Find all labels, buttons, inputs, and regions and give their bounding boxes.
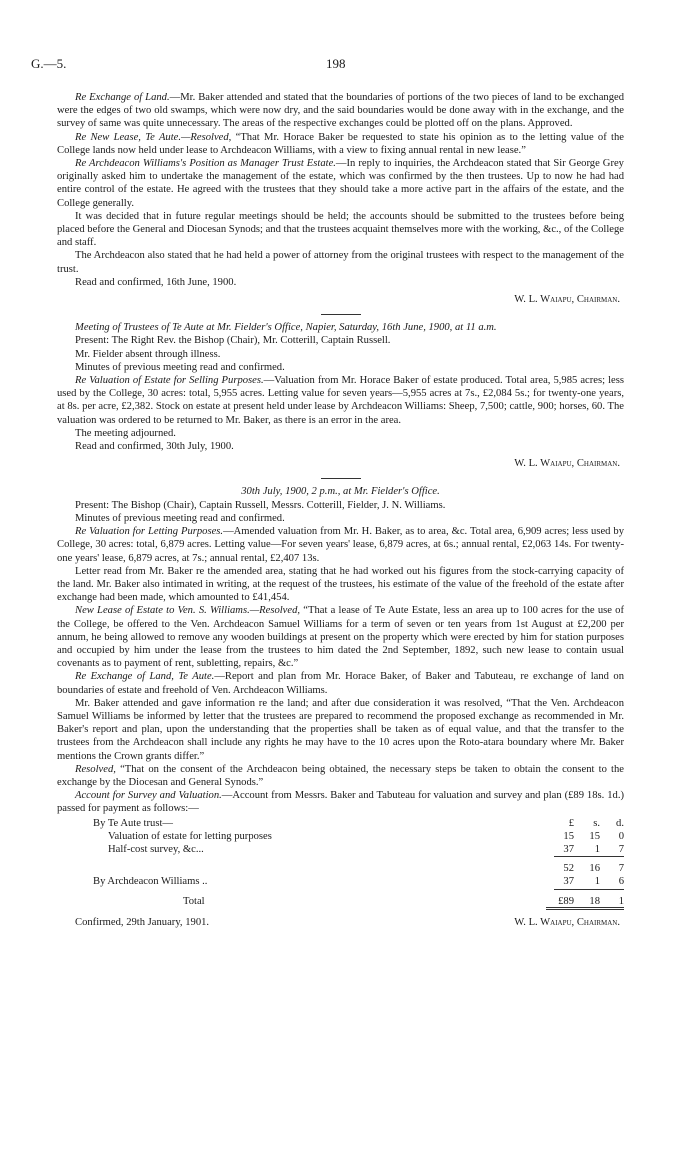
row-label-text: By Archdeacon Williams ..: [93, 876, 208, 888]
paragraph-valuation-selling: [57, 374, 624, 427]
paragraph-resolved-consent: [57, 763, 624, 789]
row-amount: [546, 830, 624, 843]
column-pence: d.: [616, 817, 624, 829]
meeting-heading: Meeting of Trustees of Te Aute at Mr. Fielder's Office, Napier, Saturday, 16th June, 1900, at 11 a.m.: [75, 322, 497, 334]
footer-row: [57, 916, 624, 929]
paragraph-text: —Mr. Baker attended and stated that the boundaries of portions of the two pieces of land to be exchanged were the edges of two old swamps, which were now dry, and the said boundaries would be done away with in the exchange, and the survey of same was quite unnecessary. The areas of the respective exchanges could be plotted off on the plans. Approved.: [57, 92, 625, 130]
final-confirmation: Confirmed, 29th January, 1901.: [75, 916, 210, 928]
amount-pounds: 37: [563, 843, 574, 855]
paragraph-account-survey: [57, 789, 624, 815]
section-divider: [321, 314, 361, 315]
row-label-text: Valuation of estate for letting purposes: [108, 830, 272, 842]
amount-pence: 0: [618, 830, 624, 842]
read-and-confirmed: Read and confirmed, 16th June, 1900.: [75, 276, 237, 288]
total-label: [57, 895, 546, 908]
meeting-heading: 30th July, 1900, 2 p.m., at Mr. Fielder's Office.: [241, 486, 440, 498]
amount-shillings: 16: [589, 863, 600, 875]
chairman-signature: [57, 457, 620, 470]
column-pounds: £: [568, 817, 574, 829]
account-row-label: [57, 843, 546, 856]
amount-shillings: 1: [594, 876, 600, 888]
row-amount: [546, 843, 624, 856]
paragraph-text: —In reply to inquiries, the Archdeacon stated that Sir George Grey originally asked him to undertake the management of the estate, which was confirmed by the then trustees. Up to now he had had entire control of the estate. He agreed with the trustees that they should take a more active part in the affairs of the estate, and the College generally.: [57, 158, 624, 209]
amount-shillings: 15: [589, 830, 600, 842]
paragraph-letter-baker: Letter read from Mr. Baker re the amended area, stating that he had worked out his figures from the stock-carrying capacity of the land. Mr. Baker also intimated in writing, at the request of the trustees, his estimate of the value of the freehold of the estate after exchange had been made, which amounted to £41,454.: [57, 565, 624, 604]
total-label-text: Total: [183, 895, 205, 907]
amount-pence: 1: [618, 895, 624, 907]
amount-pence: 7: [618, 863, 624, 875]
paragraph-regular-meetings: It was decided that in future regular meetings should be held; the accounts should be submitted to the trustees before being placed before the General and Diocesan Synods; and that the trustees acquaint themselves more with the working, &c., of the College and staff.: [57, 210, 624, 249]
account-table: [57, 817, 624, 908]
account-row: [57, 830, 624, 843]
report-code: G.—5.: [31, 56, 67, 71]
account-header-row: [57, 817, 624, 830]
column-shillings: s.: [593, 817, 600, 829]
chairman-signature: W. L. Waiapu, Chairman.: [514, 916, 620, 928]
paragraph-text: “That a lease of Te Aute Estate, less an area up to 100 acres for the use of the College, be offered to the Ven. Archdeacon Samuel Williams for a term of seven or ten years from 1st August at £2,200 per annum, he being allowed to remove any wooden buildings at present on the property which were erected by him for station purposes and occupied by him under the lease from the trustees to him dated the 2nd September, 1892, such new lease to contain usual covenants as to payment of rent, subletting, repairs, &c.”: [57, 605, 625, 670]
paragraph-text: —Report and plan from Mr. Horace Baker, of Baker and Tabuteau, re exchange of land on boundaries of estate and freehold of Ven. Archdeacon Williams.: [57, 671, 625, 696]
amount-pence: 6: [618, 876, 624, 888]
amount-pounds: 37: [563, 876, 574, 888]
amount-pounds: 15: [563, 830, 574, 842]
page-number: 198: [326, 56, 346, 71]
minutes-note: Minutes of previous meeting read and confirmed.: [75, 361, 285, 373]
paragraph-exchange-te-aute: [57, 670, 624, 696]
paragraph-lead: Re New Lease, Te Aute.—Resolved,: [75, 131, 232, 143]
subtotal-amount: [546, 862, 624, 875]
account-group-label: By Te Aute trust—: [93, 817, 173, 829]
paragraph-lead: Re Exchange of Land.: [75, 92, 170, 103]
minutes-note: Minutes of previous meeting read and confirmed.: [75, 512, 285, 524]
paragraph-lead: Re Exchange of Land, Te Aute.: [75, 671, 215, 683]
subtotal-label-empty: [57, 862, 546, 875]
row-label-text: Half-cost survey, &c...: [108, 843, 204, 855]
paragraph-new-lease: [57, 131, 624, 157]
account-total-row: [57, 895, 624, 908]
absence-note: Mr. Fielder absent through illness.: [75, 348, 221, 360]
signature-text: W. L. Waiapu, Chairman.: [514, 458, 620, 470]
read-and-confirmed: Read and confirmed, 30th July, 1900.: [75, 441, 234, 453]
paragraph-lead: New Lease of Estate to Ven. S. Williams.—Resolved,: [75, 605, 301, 617]
amount-shillings: 18: [589, 895, 600, 907]
paragraph-text: —Valuation from Mr. Horace Baker of estate produced. Total area, 5,985 acres; less used by the College, 30 acres: total, 5,955 acres. Letting value for seven years—5,955 acres at 7s., £2,084 5s.; for twenty-one years, at 8s. per acre, £2,382. Stock on estate at present held under lease by Archdeacon Williams: Sheep, 7,500; cattle, 900; horses, 60. The valuation was ordered to be returned to Mr. Baker, as there is an error in the area.: [57, 375, 624, 426]
account-row: [57, 843, 624, 856]
paragraph-exchange-of-land: [57, 91, 624, 131]
amount-pence: 7: [618, 843, 624, 855]
currency-columns: [546, 817, 624, 830]
total-amount: [546, 895, 624, 910]
present-list: Present: The Right Rev. the Bishop (Chair), Mr. Cotterill, Captain Russell.: [75, 335, 391, 347]
section-divider: [321, 478, 361, 479]
present-list: Present: The Bishop (Chair), Captain Russell, Messrs. Cotterill, Fielder, J. N. Williams.: [75, 499, 446, 511]
paragraph-text: “That Mr. Horace Baker be requested to state his opinion as to the letting value of the College lands now held under lease to Archdeacon Williams, with a view to fixing annual rental in new lease.”: [57, 131, 624, 156]
account-row-label: [57, 830, 546, 843]
paragraph-power-of-attorney: The Archdeacon also stated that he had held a power of attorney from the original trustees with respect to the management of the trust.: [57, 250, 624, 275]
adjourned-note: The meeting adjourned.: [75, 427, 176, 439]
paragraph-lead: Re Valuation of Estate for Selling Purposes.: [75, 375, 264, 387]
row-amount: [546, 875, 624, 888]
chairman-signature: [57, 293, 620, 306]
paragraph-text: —Amended valuation from Mr. H. Baker, as to area, &c. Total area, 6,909 acres; less used by College, 30 acres: total, 6,879 acres. Letting value—For seven years' lease, 6,879 acres, at 6s.; annual rental, £2,063 14s. For twenty-one years' lease, 6,879 acres, at 7s.; annual rental, £2,407 13s.: [57, 526, 624, 564]
paragraph-text: —Account from Messrs. Baker and Tabuteau for valuation and survey and plan (£89 18s. 1d.) passed for payment as follows:—: [57, 790, 624, 815]
amount-pounds: £89: [558, 895, 574, 907]
paragraph-lead: Resolved,: [75, 763, 116, 775]
paragraph-text: “That on the consent of the Archdeacon being obtained, the necessary steps be taken to obtain the consent to the exchange by the Diocesan and General Synods.”: [57, 763, 624, 788]
paragraph-archdeacon-position: [57, 157, 624, 210]
amount-shillings: 1: [594, 843, 600, 855]
document-body: [57, 91, 624, 929]
paragraph-lead: Re Archdeacon Williams's Position as Manager Trust Estate.: [75, 158, 336, 170]
account-subtotal-row: [57, 862, 624, 875]
signature-text: W. L. Waiapu, Chairman.: [514, 294, 620, 306]
paragraph-baker-attended: Mr. Baker attended and gave information re the land; and after due consideration it was resolved, “That the Ven. Archdeacon Samuel Williams be informed by letter that the trustees are prepared to recommend the proposed exchange as recommended in Mr. Baker's report and plan, upon the understanding that the properties shall be taken as of equal value, and that the transfer to the trustees from the Archdeacon shall include any rights he may have to the 10 acres upon the Roto-atara boundary where Mr. Baker mentions the Crown grants differ.”: [57, 697, 624, 762]
account-archdeacon-row: [57, 875, 624, 888]
paragraph-new-lease-williams: [57, 604, 624, 670]
account-row-label: [57, 875, 546, 888]
paragraph-lead: Account for Survey and Valuation.: [75, 790, 222, 802]
paragraph-lead: Re Valuation for Letting Purposes.: [75, 526, 224, 538]
amount-pounds: 52: [563, 863, 574, 875]
paragraph-valuation-letting: [57, 525, 624, 565]
